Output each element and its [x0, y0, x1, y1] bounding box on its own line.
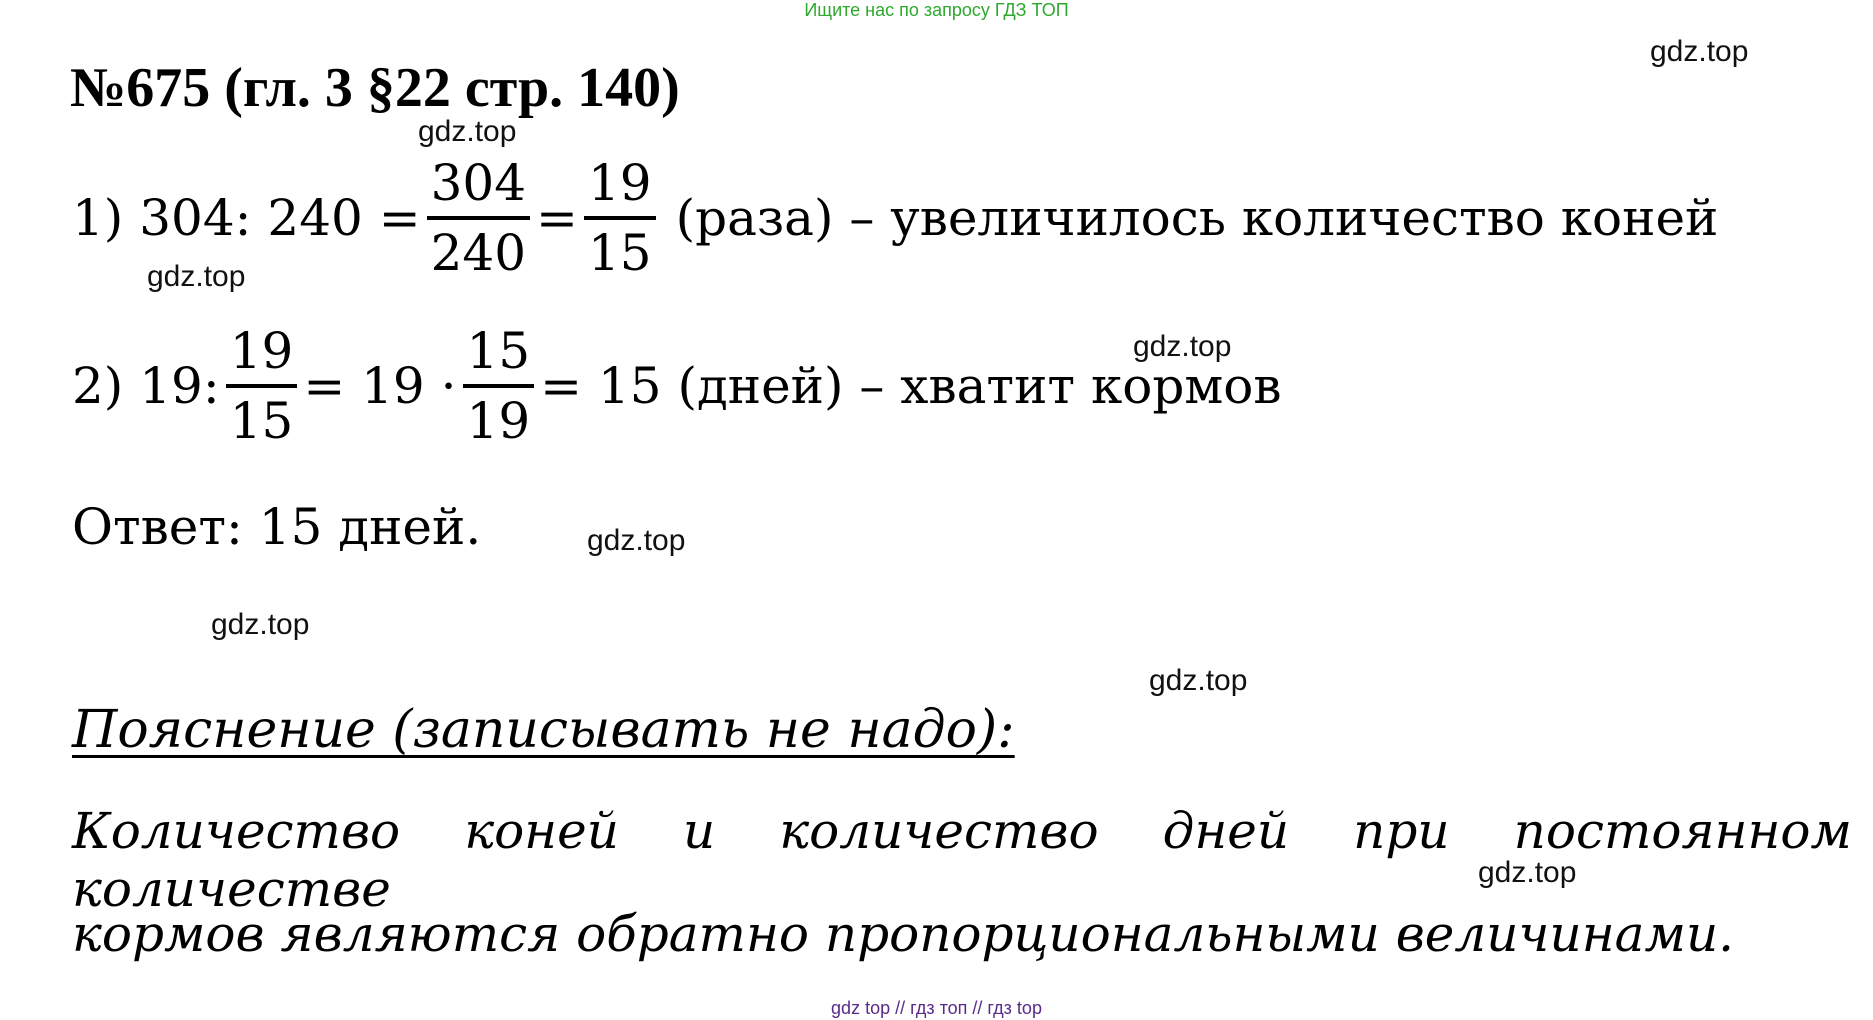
fraction-numerator: 19: [584, 158, 656, 220]
step-1-suffix: (раза) – увеличилось количество коней: [675, 189, 1719, 247]
watermark: gdz.top: [1133, 330, 1232, 363]
top-search-note: Ищите нас по запросу ГДЗ ТОП: [804, 0, 1069, 20]
watermark: gdz.top: [211, 608, 310, 641]
step-2-suffix: = 15 (дней) – хватит кормов: [540, 357, 1282, 415]
fraction-denominator: 240: [430, 224, 527, 282]
fraction-denominator: 15: [229, 392, 294, 450]
answer-line: Ответ: 15 дней.: [72, 498, 482, 556]
fraction-19-15: [584, 154, 656, 282]
step-1-prefix: 1) 304: 240 =: [72, 189, 421, 247]
watermark: gdz.top: [418, 115, 517, 148]
problem-title: №675 (гл. 3 §22 стр. 140): [70, 57, 680, 119]
fraction-denominator: 19: [466, 392, 531, 450]
watermark: gdz.top: [1650, 35, 1749, 68]
watermark: gdz.top: [1478, 856, 1577, 889]
step-2-prefix: 2) 19:: [72, 357, 220, 415]
solution-step-1: [72, 154, 1719, 282]
fraction-numerator: 15: [463, 326, 535, 388]
fraction-numerator: 304: [427, 158, 530, 220]
watermark: gdz.top: [1149, 664, 1248, 697]
footer-links: gdz top // гдз топ // гдз top: [831, 998, 1042, 1018]
equals-sign: =: [536, 189, 578, 247]
fraction-304-240: [427, 154, 530, 282]
explanation-title: Пояснение (записывать не надо):: [72, 700, 1015, 760]
watermark: gdz.top: [587, 524, 686, 557]
solution-step-2: [72, 322, 1282, 450]
fraction-15-19: [463, 322, 535, 450]
explanation-line-1: Количество коней и количество дней при постоянном количестве: [72, 802, 1852, 918]
step-2-middle: = 19 ·: [303, 357, 457, 415]
fraction-denominator: 15: [587, 224, 652, 282]
fraction-19-15: [226, 322, 298, 450]
fraction-numerator: 19: [226, 326, 298, 388]
explanation-line-2: кормов являются обратно пропорциональными величинами.: [72, 905, 1735, 963]
watermark: gdz.top: [147, 260, 246, 293]
